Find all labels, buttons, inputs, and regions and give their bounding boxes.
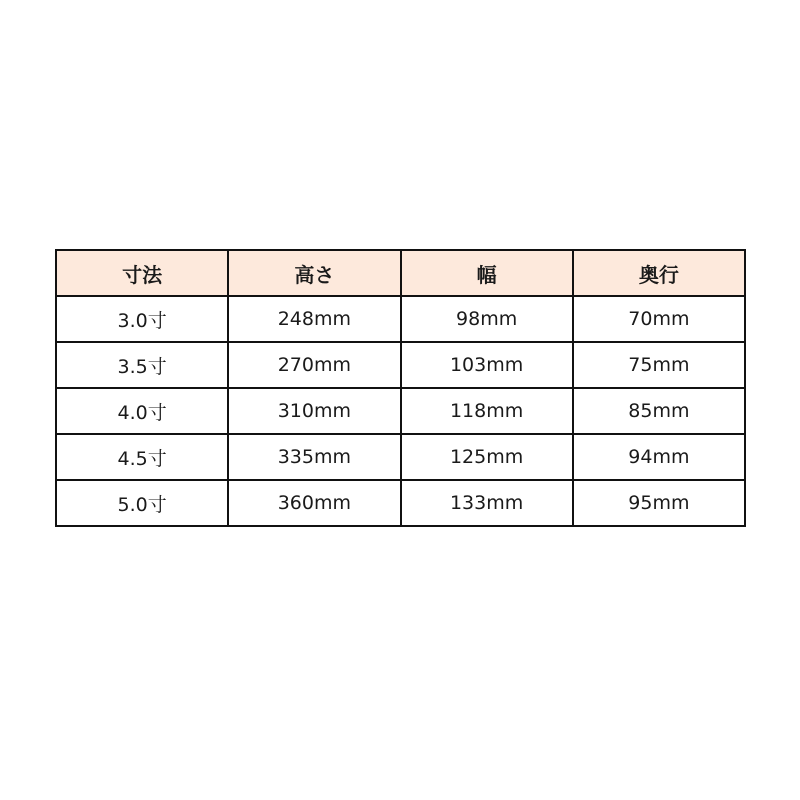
table-row	[56, 434, 745, 480]
cell-height: 270mm	[228, 342, 400, 388]
cell-width: 118mm	[401, 388, 573, 434]
cell-width: 98mm	[401, 296, 573, 342]
header-width: 幅	[401, 250, 573, 296]
cell-width: 125mm	[401, 434, 573, 480]
header-size: 寸法	[56, 250, 228, 296]
cell-depth: 85mm	[573, 388, 745, 434]
cell-size: 4.5寸	[56, 434, 228, 480]
cell-height: 248mm	[228, 296, 400, 342]
table-row	[56, 388, 745, 434]
header-depth: 奥行	[573, 250, 745, 296]
size-table	[55, 249, 746, 527]
cell-height: 335mm	[228, 434, 400, 480]
cell-size: 5.0寸	[56, 480, 228, 526]
cell-depth: 75mm	[573, 342, 745, 388]
table-body	[56, 296, 745, 526]
cell-width: 103mm	[401, 342, 573, 388]
cell-depth: 70mm	[573, 296, 745, 342]
header-row	[56, 250, 745, 296]
cell-size: 4.0寸	[56, 388, 228, 434]
cell-width: 133mm	[401, 480, 573, 526]
header-height: 高さ	[228, 250, 400, 296]
cell-height: 360mm	[228, 480, 400, 526]
table-row	[56, 296, 745, 342]
cell-height: 310mm	[228, 388, 400, 434]
cell-depth: 95mm	[573, 480, 745, 526]
cell-size: 3.0寸	[56, 296, 228, 342]
cell-size: 3.5寸	[56, 342, 228, 388]
cell-depth: 94mm	[573, 434, 745, 480]
table-header	[56, 250, 745, 296]
table-row	[56, 480, 745, 526]
table-row	[56, 342, 745, 388]
